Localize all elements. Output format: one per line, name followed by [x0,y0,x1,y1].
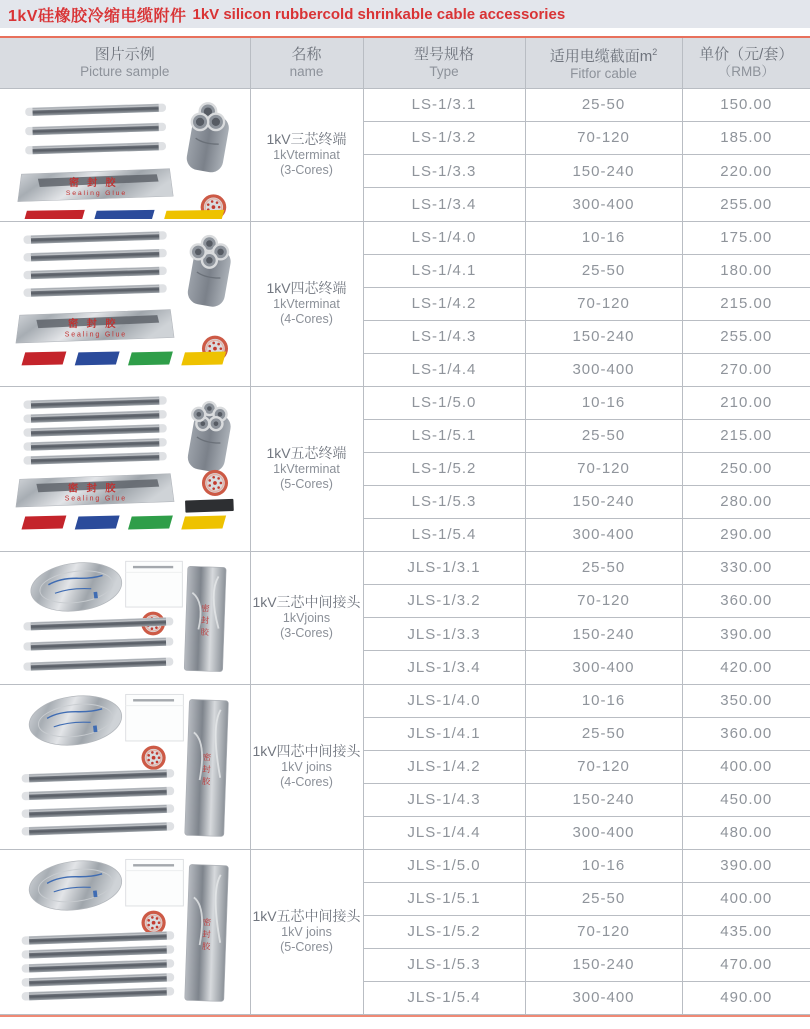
product-name-zh: 1kV五芯终端 [266,445,347,461]
type-cell: JLS-1/5.4 [363,981,525,1014]
product-name-cell [250,221,363,386]
price-cell: 290.00 [682,518,810,551]
table-row [0,849,810,882]
product-name-zh: 1kV三芯中间接头 [252,594,361,610]
picture-sample-cell [0,849,250,1014]
product-name-cell [250,551,363,684]
type-cell: LS-1/5.3 [363,485,525,518]
price-cell: 390.00 [682,849,810,882]
cable-section-cell: 150-240 [525,320,682,353]
picture-sample-cell [0,88,250,221]
price-cell: 215.00 [682,287,810,320]
product-price-table [0,38,810,1015]
price-cell: 400.00 [682,750,810,783]
type-cell: JLS-1/5.1 [363,882,525,915]
price-cell: 255.00 [682,320,810,353]
type-cell: JLS-1/4.2 [363,750,525,783]
price-cell: 210.00 [682,386,810,419]
table-row [0,88,810,121]
price-cell: 220.00 [682,155,810,188]
price-cell: 450.00 [682,783,810,816]
type-cell: JLS-1/4.0 [363,684,525,717]
cable-section-cell: 300-400 [525,518,682,551]
svg-text:Sealing Glue: Sealing Glue [64,331,128,339]
cable-section-cell: 10-16 [525,849,682,882]
table-row [0,684,810,717]
type-cell: LS-1/5.1 [363,419,525,452]
accent-divider-bottom [0,1015,810,1017]
type-cell: LS-1/5.0 [363,386,525,419]
type-cell: LS-1/4.3 [363,320,525,353]
product-cores: (4-Cores) [280,775,333,789]
product-cores: (3-Cores) [280,626,333,640]
picture-sample-cell [0,221,250,386]
price-cell: 150.00 [682,88,810,121]
product-name-cell [250,849,363,1014]
cable-section-cell: 70-120 [525,584,682,617]
cable-section-cell: 150-240 [525,485,682,518]
header-picture-sample: 图片示例 Picture sample [0,38,250,88]
cable-section-cell: 70-120 [525,287,682,320]
product-name-en: 1kVterminat [273,462,340,476]
cable-section-cell: 25-50 [525,551,682,584]
price-cell: 480.00 [682,816,810,849]
product-name-cell [250,386,363,551]
price-cell: 420.00 [682,651,810,684]
type-cell: JLS-1/5.3 [363,948,525,981]
type-cell: LS-1/3.4 [363,188,525,221]
product-kit-photo [4,687,246,847]
cable-section-cell: 10-16 [525,221,682,254]
header-unit-price: 单价（元/套） （RMB） [682,38,810,88]
cable-section-cell: 25-50 [525,254,682,287]
type-cell: LS-1/3.1 [363,88,525,121]
product-name-en: 1kV joins [281,925,332,939]
svg-text:密封胶: 密封胶 [200,751,213,789]
picture-sample-cell [0,551,250,684]
svg-text:密封胶: 密封胶 [200,916,213,954]
table-row [0,386,810,419]
price-cell: 360.00 [682,584,810,617]
svg-text:密封胶: 密封胶 [68,177,124,189]
header-name: 名称 name [250,38,363,88]
product-name-zh: 1kV五芯中间接头 [252,908,361,924]
product-name-en: 1kV joins [281,760,332,774]
cable-section-cell: 150-240 [525,783,682,816]
cable-section-cell: 150-240 [525,155,682,188]
type-cell: JLS-1/3.2 [363,584,525,617]
page-title-bar [0,0,810,28]
cable-section-cell: 300-400 [525,353,682,386]
price-cell: 270.00 [682,353,810,386]
cable-section-cell: 25-50 [525,882,682,915]
price-cell: 490.00 [682,981,810,1014]
product-kit-photo [4,91,246,219]
price-cell: 435.00 [682,915,810,948]
type-cell: JLS-1/3.4 [363,651,525,684]
header-fit-cable-section: 适用电缆截面$m^2$ Fitfor cable [525,38,682,88]
cable-section-cell: 10-16 [525,386,682,419]
product-cores: (4-Cores) [280,312,333,326]
type-cell: JLS-1/4.1 [363,717,525,750]
price-cell: 470.00 [682,948,810,981]
product-cores: (5-Cores) [280,940,333,954]
svg-text:Sealing Glue: Sealing Glue [65,189,127,197]
product-name-zh: 1kV四芯中间接头 [252,743,361,759]
price-cell: 250.00 [682,452,810,485]
cable-section-cell: 25-50 [525,717,682,750]
product-cores: (5-Cores) [280,477,333,491]
svg-text:密封胶: 密封胶 [68,318,124,330]
product-kit-photo [4,554,246,682]
table-row [0,551,810,584]
table-row [0,221,810,254]
page-title-zh: 1kV硅橡胶冷缩电缆附件 [8,7,187,25]
cable-section-cell: 70-120 [525,452,682,485]
price-cell: 255.00 [682,188,810,221]
price-cell: 180.00 [682,254,810,287]
product-name-zh: 1kV四芯终端 [266,280,347,296]
cable-section-cell: 150-240 [525,618,682,651]
type-cell: JLS-1/4.3 [363,783,525,816]
type-cell: JLS-1/5.0 [363,849,525,882]
product-name-cell [250,88,363,221]
type-cell: JLS-1/5.2 [363,915,525,948]
cable-section-cell: 300-400 [525,651,682,684]
type-cell: LS-1/5.2 [363,452,525,485]
price-cell: 350.00 [682,684,810,717]
picture-sample-cell [0,684,250,849]
svg-text:密封胶: 密封胶 [68,482,124,494]
product-name-en: 1kVterminat [273,297,340,311]
price-cell: 400.00 [682,882,810,915]
cable-section-cell: 70-120 [525,750,682,783]
price-cell: 175.00 [682,221,810,254]
type-cell: LS-1/4.2 [363,287,525,320]
type-cell: JLS-1/3.3 [363,618,525,651]
type-cell: LS-1/4.0 [363,221,525,254]
type-cell: JLS-1/3.1 [363,551,525,584]
type-cell: LS-1/4.4 [363,353,525,386]
price-cell: 215.00 [682,419,810,452]
cable-section-cell: 25-50 [525,419,682,452]
page-title-en: 1kV silicon rubbercold shrinkable cable accessories [192,5,566,23]
svg-text:Sealing Glue: Sealing Glue [64,495,128,503]
spacer [0,28,810,36]
cable-section-cell: 25-50 [525,88,682,121]
type-cell: LS-1/3.2 [363,121,525,154]
type-cell: LS-1/4.1 [363,254,525,287]
cable-section-cell: 10-16 [525,684,682,717]
cable-section-cell: 70-120 [525,121,682,154]
cable-section-cell: 300-400 [525,816,682,849]
price-cell: 360.00 [682,717,810,750]
price-cell: 185.00 [682,121,810,154]
product-kit-photo [4,389,246,549]
price-cell: 330.00 [682,551,810,584]
table-header-row [0,38,810,88]
cable-section-cell: 70-120 [525,915,682,948]
cable-section-cell: 150-240 [525,948,682,981]
svg-text:密封胶: 密封胶 [199,603,211,640]
type-cell: LS-1/5.4 [363,518,525,551]
product-name-zh: 1kV三芯终端 [266,131,347,147]
product-kit-photo [4,224,246,384]
product-name-en: 1kVterminat [273,148,340,162]
cable-section-cell: 300-400 [525,981,682,1014]
header-type: 型号规格 Type [363,38,525,88]
product-name-cell [250,684,363,849]
product-cores: (3-Cores) [280,163,333,177]
picture-sample-cell [0,386,250,551]
product-kit-photo [4,852,246,1012]
price-cell: 390.00 [682,618,810,651]
type-cell: JLS-1/4.4 [363,816,525,849]
product-name-en: 1kVjoins [282,611,331,625]
type-cell: LS-1/3.3 [363,155,525,188]
cable-section-cell: 300-400 [525,188,682,221]
price-cell: 280.00 [682,485,810,518]
